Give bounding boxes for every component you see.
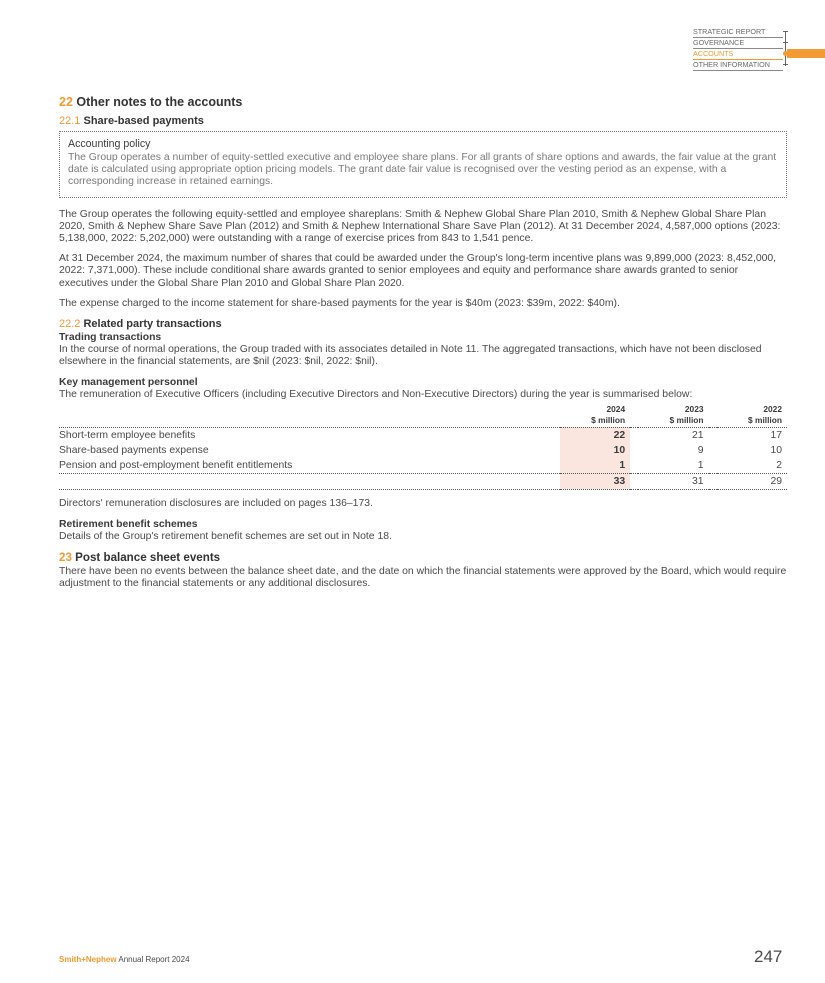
value-2023: 9	[697, 444, 704, 456]
trading-transactions-text: In the course of normal operations, the Group traded with its associates detailed in Note 11. The aggregated transactions, which have not been disclosed elsewhere in the financial statements, are $nil (2023: $nil, 2022: $nil).	[59, 344, 762, 368]
value-2022: 2	[717, 458, 787, 474]
section-23-number: 23	[59, 551, 72, 565]
page-content	[59, 95, 787, 598]
section-23-heading	[59, 551, 787, 564]
table-total-row	[59, 473, 787, 489]
nav-tick	[783, 42, 788, 43]
row-label: Short-term employee benefits	[59, 429, 196, 441]
value-2022: 17	[770, 429, 782, 441]
section-22-heading	[59, 95, 787, 109]
page-number: 247	[754, 947, 783, 966]
nav-accounts[interactable]: ACCOUNTS	[693, 49, 783, 60]
report-title: Annual Report 2024	[118, 955, 190, 964]
nav-tick	[783, 31, 788, 32]
column-header-2024: 2024 $ million	[591, 403, 626, 425]
retirement-schemes-title: Retirement benefit schemes	[59, 518, 198, 530]
nav-strategic-report[interactable]: STRATEGIC REPORT	[693, 27, 783, 38]
row-label: Pension and post-employment benefit entitlements	[59, 458, 560, 474]
table-row	[59, 458, 787, 474]
share-plans-paragraph: The Group operates the following equity-settled and employee shareplans: Smith & Nephew Global Share Plan 2010, Smith & Nephew Global Share Plan 2020, Smith & Nephew Share Save Plan (2012) and Smith & Nephew International Share Save Plan (2012). At 31 December 2024, 4,587,000 options (2023: 5,138,000, 2022: 5,202,000) were outstanding with a range of exercise prices from 843 to 1,541 pence.	[59, 208, 781, 245]
retirement-schemes-text: Details of the Group's retirement benefit schemes are set out in Note 18.	[59, 530, 392, 542]
total-2022: 29	[717, 473, 787, 489]
section-22-1-title: Share-based payments	[83, 115, 204, 127]
accounting-policy-box	[59, 131, 787, 198]
section-22-title: Other notes to the accounts	[76, 95, 243, 109]
total-2024: 33	[560, 473, 630, 489]
section-22-2-heading	[59, 318, 787, 330]
value-2024: 1	[560, 458, 630, 474]
value-2024: 22	[560, 427, 630, 443]
section-nav	[693, 27, 783, 71]
section-23-title: Post balance sheet events	[75, 551, 221, 565]
post-balance-sheet-text: There have been no events between the balance sheet date, and the date on which the financial statements were approved by the Board, which would require adjustment to the financial statements or any additional disclosures.	[59, 566, 787, 590]
column-header-2023: 2023 $ million	[669, 403, 704, 425]
value-2023: 1	[638, 458, 708, 474]
value-2024: 10	[560, 443, 630, 458]
accounting-policy-text: The Group operates a number of equity-settled executive and employee share plans. For all grants of share options and awards, the fair value at the grant date is calculated using appropriate option pricing models. The grant date fair value is recognised over the vesting period as an expense, with a corresponding increase in retained earnings.	[68, 152, 777, 188]
brand-name: Smith+Nephew	[59, 955, 117, 964]
accounting-policy-title: Accounting policy	[68, 138, 151, 150]
nav-indicator-line	[785, 31, 786, 66]
footer-report-name	[59, 955, 190, 964]
trading-transactions-title: Trading transactions	[59, 332, 162, 344]
table-row	[59, 443, 787, 458]
total-2023: 31	[638, 473, 708, 489]
column-header-2022: 2022 $ million	[748, 403, 782, 425]
section-22-number: 22	[59, 95, 73, 109]
max-shares-paragraph: At 31 December 2024, the maximum number of shares that could be awarded under the Group's long-term incentive plans was 9,899,000 (2023: 8,452,000, 2022: 7,371,000). These include conditional share awards granted to senior employees and equity and performance share awards granted to senior executives under the Global Share Plan 2010 and Global Share Plan 2020.	[59, 253, 777, 289]
key-management-text: The remuneration of Executive Officers (including Executive Directors and Non-Executive Directors) during the year is summarised below:	[59, 389, 693, 401]
table-row	[59, 427, 787, 443]
expense-paragraph: The expense charged to the income statement for share-based payments for the year is $40m (2023: $39m, 2022: $40m).	[59, 297, 620, 309]
nav-governance[interactable]: GOVERNANCE	[693, 38, 783, 49]
value-2022: 10	[770, 444, 782, 456]
active-section-tab	[787, 49, 825, 58]
section-22-1-heading	[59, 115, 787, 127]
nav-tick	[783, 64, 788, 65]
key-management-title: Key management personnel	[59, 377, 198, 389]
active-section-bullet	[783, 51, 788, 56]
nav-other-information[interactable]: OTHER INFORMATION	[693, 60, 783, 71]
row-label: Share-based payments expense	[59, 444, 209, 456]
section-22-2-title: Related party transactions	[83, 318, 222, 331]
directors-remuneration-note: Directors' remuneration disclosures are included on pages 136–173.	[59, 497, 373, 509]
table-header-row	[59, 404, 787, 428]
section-22-2-number: 22.2	[59, 318, 81, 331]
section-22-1-number: 22.1	[59, 115, 81, 127]
remuneration-table	[59, 404, 787, 490]
value-2023: 21	[691, 429, 704, 441]
